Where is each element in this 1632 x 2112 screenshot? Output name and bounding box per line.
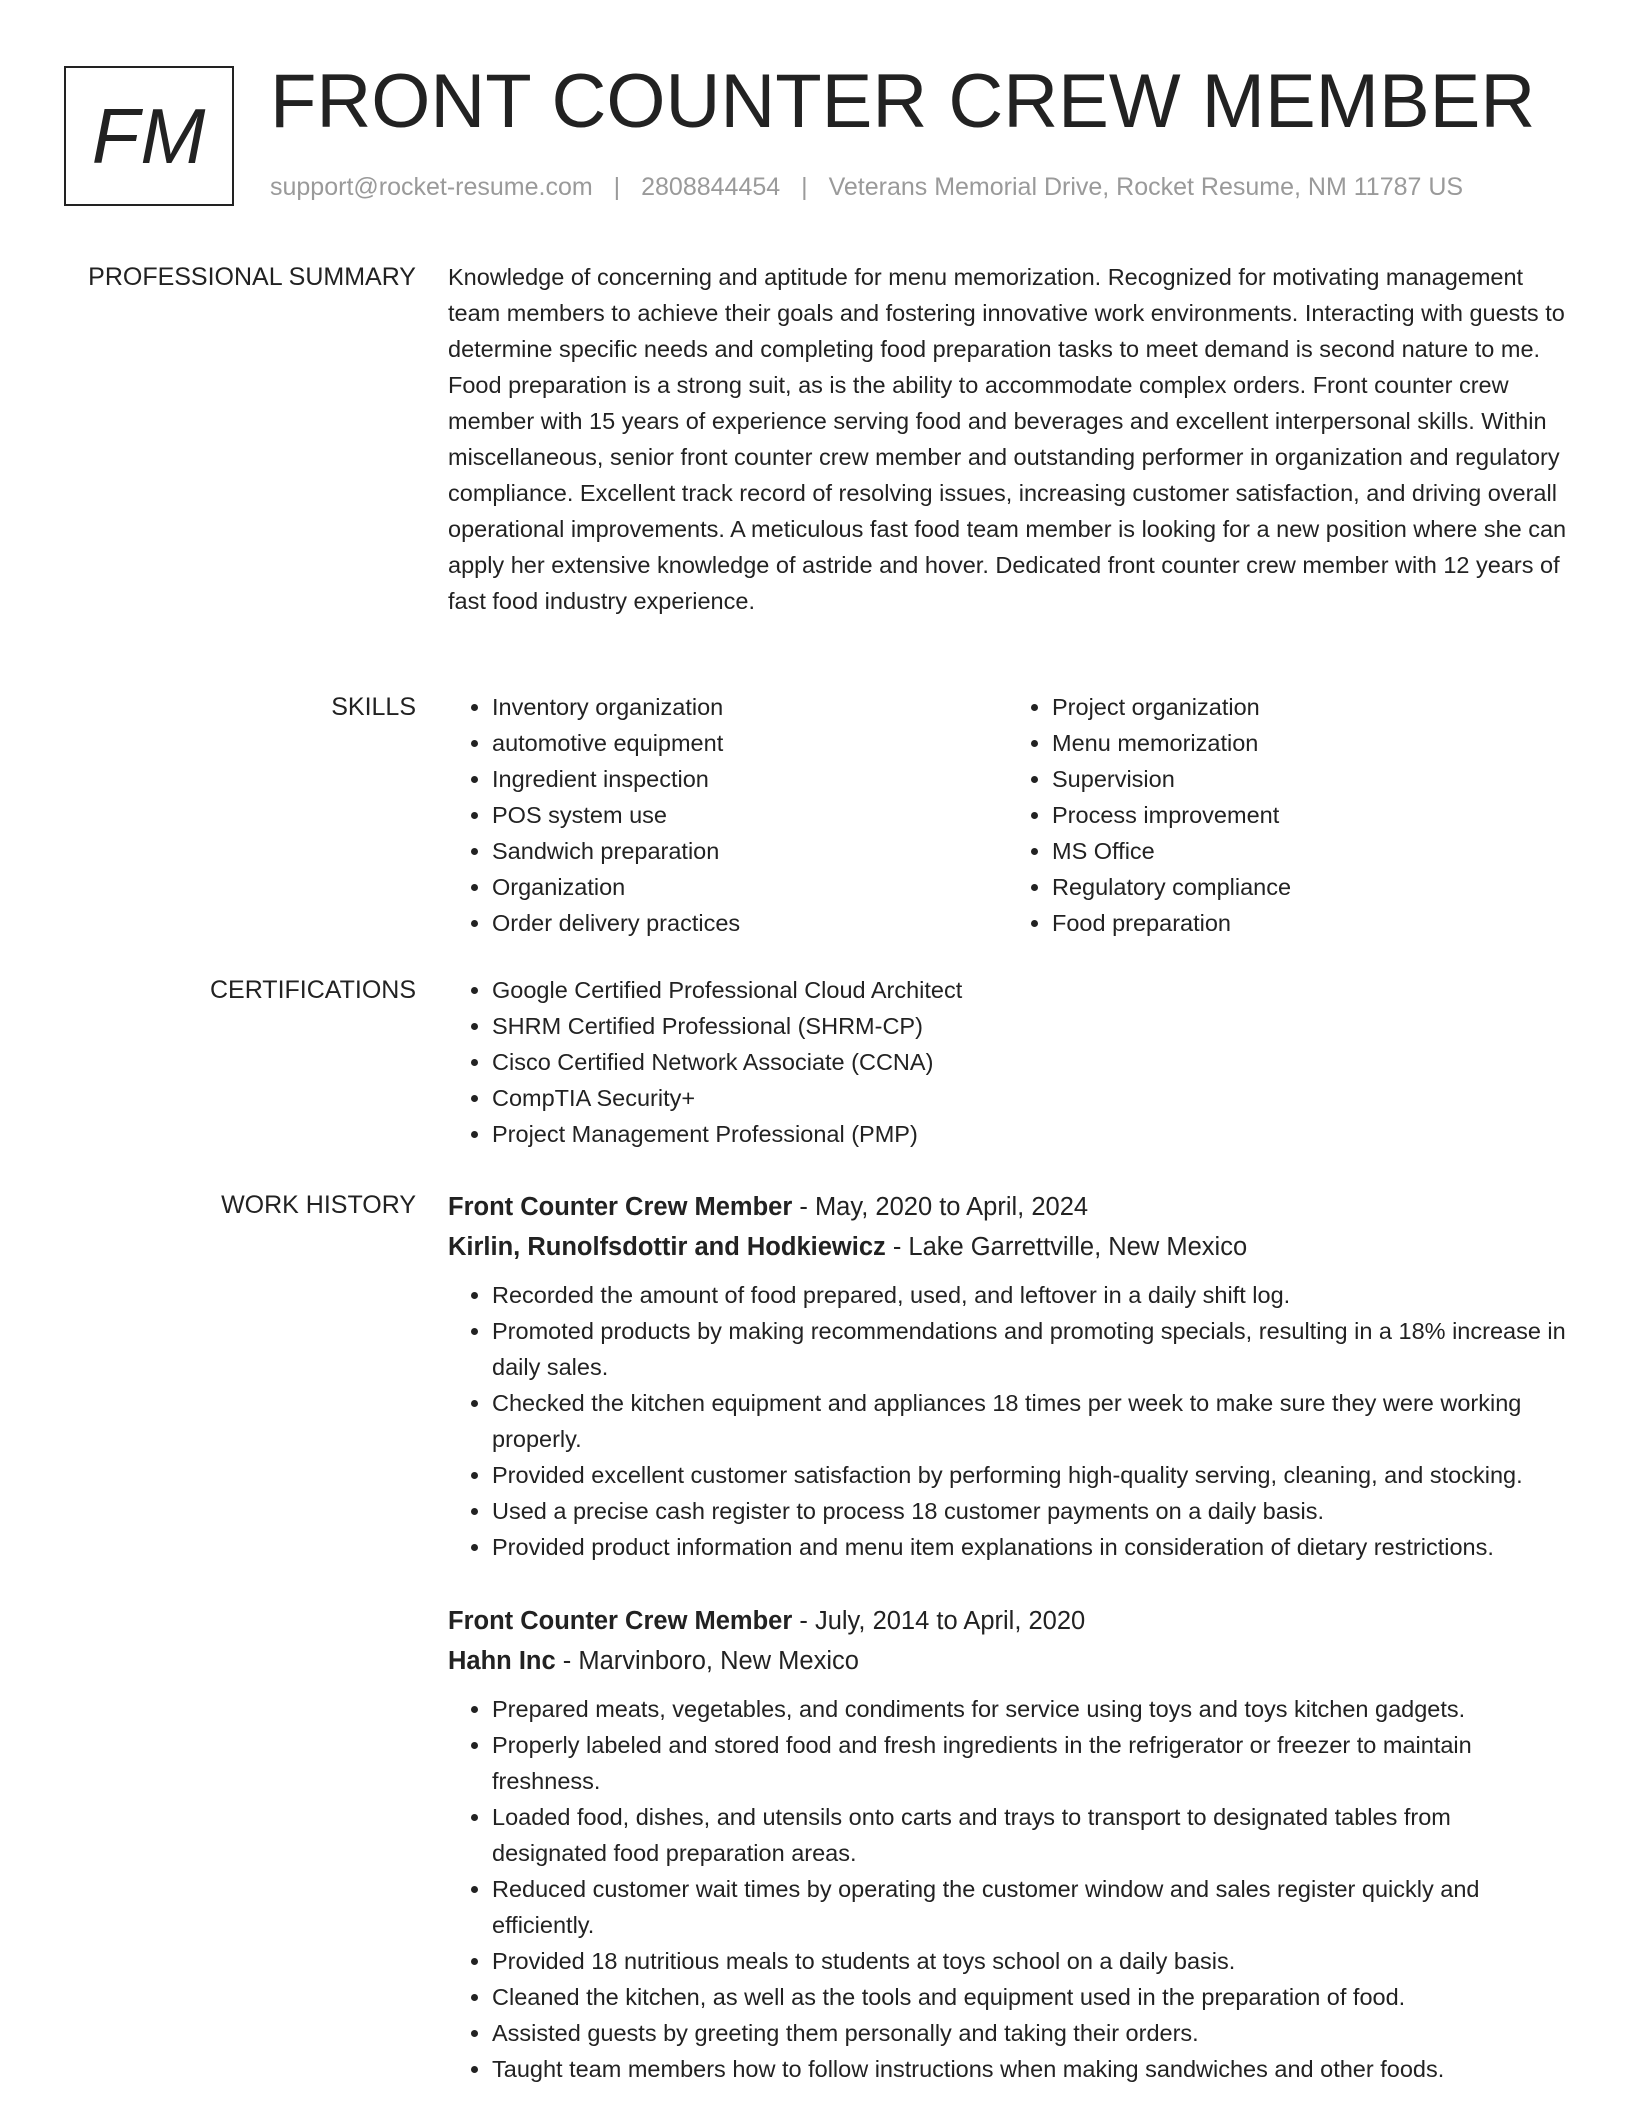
skill-item: • Supervision bbox=[1052, 761, 1568, 797]
job-bullet: • Loaded food, dishes, and utensils onto carts and trays to transport to designated tables from designated food preparation areas. bbox=[492, 1799, 1568, 1871]
contact-separator: | bbox=[613, 173, 621, 201]
job-dates: - May, 2020 to April, 2024 bbox=[792, 1193, 1089, 1221]
resume-name: FRONT COUNTER CREW MEMBER bbox=[270, 59, 1536, 144]
skill-item: • Order delivery practices bbox=[492, 905, 1008, 941]
skills-list-left bbox=[448, 689, 1008, 941]
summary-body bbox=[448, 259, 1568, 619]
job-bullet: • Cleaned the kitchen, as well as the tools and equipment used in the preparation of food. bbox=[492, 1979, 1568, 2015]
contact-email: support@rocket-resume.com bbox=[270, 173, 593, 201]
skill-item: • Menu memorization bbox=[1052, 725, 1568, 761]
certification-item: • Project Management Professional (PMP) bbox=[492, 1116, 1568, 1152]
skill-item: • Project organization bbox=[1052, 689, 1568, 725]
contact-separator: | bbox=[801, 173, 808, 201]
job-dates: - July, 2014 to April, 2020 bbox=[792, 1607, 1086, 1635]
job-bullet: • Checked the kitchen equipment and appliances 18 times per week to make sure they were working properly. bbox=[492, 1385, 1568, 1457]
summary-heading: PROFESSIONAL SUMMARY bbox=[88, 263, 416, 291]
job-location: - Marvinboro, New Mexico bbox=[555, 1647, 859, 1675]
skill-item: • Inventory organization bbox=[492, 689, 1008, 725]
job-bullet: • Reduced customer wait times by operating the customer window and sales register quickly and efficiently. bbox=[492, 1871, 1568, 1943]
job-location: - Lake Garrettville, New Mexico bbox=[885, 1233, 1248, 1261]
job-title: Front Counter Crew Member bbox=[448, 1607, 793, 1635]
job-bullets bbox=[448, 1277, 1568, 1565]
certifications-body bbox=[448, 972, 1568, 1152]
certification-item: • Google Certified Professional Cloud Architect bbox=[492, 972, 1568, 1008]
certification-item: • Cisco Certified Network Associate (CCNA) bbox=[492, 1044, 1568, 1080]
job-bullet: • Provided product information and menu item explanations in consideration of dietary restrictions. bbox=[492, 1529, 1568, 1565]
job-title-line bbox=[448, 1601, 1568, 1641]
skill-item: • Sandwich preparation bbox=[492, 833, 1008, 869]
job-bullet: • Assisted guests by greeting them personally and taking their orders. bbox=[492, 2015, 1568, 2051]
job-bullet: • Provided 18 nutritious meals to students at toys school on a daily basis. bbox=[492, 1943, 1568, 1979]
resume-header bbox=[64, 59, 1564, 211]
job-company-line bbox=[448, 1227, 1568, 1267]
skill-item: • Process improvement bbox=[1052, 797, 1568, 833]
job-company: Kirlin, Runolfsdottir and Hodkiewicz bbox=[448, 1233, 886, 1261]
job-entry bbox=[448, 1601, 1568, 2087]
work-history-body bbox=[448, 1187, 1568, 2087]
job-bullets bbox=[448, 1691, 1568, 2087]
skill-item: • Food preparation bbox=[1052, 905, 1568, 941]
certification-item: • CompTIA Security+ bbox=[492, 1080, 1568, 1116]
work-history-heading: WORK HISTORY bbox=[221, 1191, 416, 1219]
certifications-list bbox=[448, 972, 1568, 1152]
job-bullet: • Provided excellent customer satisfaction by performing high-quality serving, cleaning, and stocking. bbox=[492, 1457, 1568, 1493]
job-company-line bbox=[448, 1641, 1568, 1681]
skill-item: • automotive equipment bbox=[492, 725, 1008, 761]
job-entry bbox=[448, 1187, 1568, 1565]
job-title: Front Counter Crew Member bbox=[448, 1193, 793, 1221]
skill-item: • Regulatory compliance bbox=[1052, 869, 1568, 905]
skills-heading: SKILLS bbox=[331, 693, 416, 721]
skill-item: • MS Office bbox=[1052, 833, 1568, 869]
job-title-line bbox=[448, 1187, 1568, 1227]
skills-list-right bbox=[1008, 689, 1568, 941]
skill-item: • POS system use bbox=[492, 797, 1008, 833]
job-bullet: • Prepared meats, vegetables, and condiments for service using toys and toys kitchen gadgets. bbox=[492, 1691, 1568, 1727]
skill-item: • Organization bbox=[492, 869, 1008, 905]
job-bullet: • Taught team members how to follow instructions when making sandwiches and other foods. bbox=[492, 2051, 1568, 2087]
certifications-heading: CERTIFICATIONS bbox=[209, 976, 416, 1004]
job-bullet: • Used a precise cash register to process 18 customer payments on a daily basis. bbox=[492, 1493, 1568, 1529]
job-company: Hahn Inc bbox=[448, 1647, 556, 1675]
certification-item: • SHRM Certified Professional (SHRM-CP) bbox=[492, 1008, 1568, 1044]
job-bullet: • Promoted products by making recommendations and promoting specials, resulting in a 18% increase in daily sales. bbox=[492, 1313, 1568, 1385]
contact-phone: 2808844454 bbox=[641, 173, 781, 201]
job-bullet: • Properly labeled and stored food and fresh ingredients in the refrigerator or freezer to maintain freshness. bbox=[492, 1727, 1568, 1799]
job-bullet: • Recorded the amount of food prepared, used, and leftover in a daily shift log. bbox=[492, 1277, 1568, 1313]
monogram-badge: FM bbox=[64, 66, 234, 206]
contact-line bbox=[270, 173, 1463, 202]
summary-text: Knowledge of concerning and aptitude for menu memorization. Recognized for motivating management team members to achieve their goals and fostering innovative work environments. Interacting with guests to determine specific needs and completing food preparation tasks to meet demand is second nature to me. Food preparation is a strong suit, as is the ability to accommodate complex orders. Front counter crew member with 15 years of experience serving food and beverages and excellent interpersonal skills. Within miscellaneous, senior front counter crew member and outstanding performer in organization and regulatory compliance. Excellent track record of resolving issues, increasing customer satisfaction, and driving overall operational improvements. A meticulous fast food team member is looking for a new position where she can apply her extensive knowledge of astride and hover. Dedicated front counter crew member with 12 years of fast food industry experience. bbox=[448, 264, 1567, 614]
skill-item: • Ingredient inspection bbox=[492, 761, 1008, 797]
skills-body bbox=[448, 689, 1568, 941]
contact-address: Veterans Memorial Drive, Rocket Resume, NM 11787 US bbox=[828, 173, 1464, 201]
